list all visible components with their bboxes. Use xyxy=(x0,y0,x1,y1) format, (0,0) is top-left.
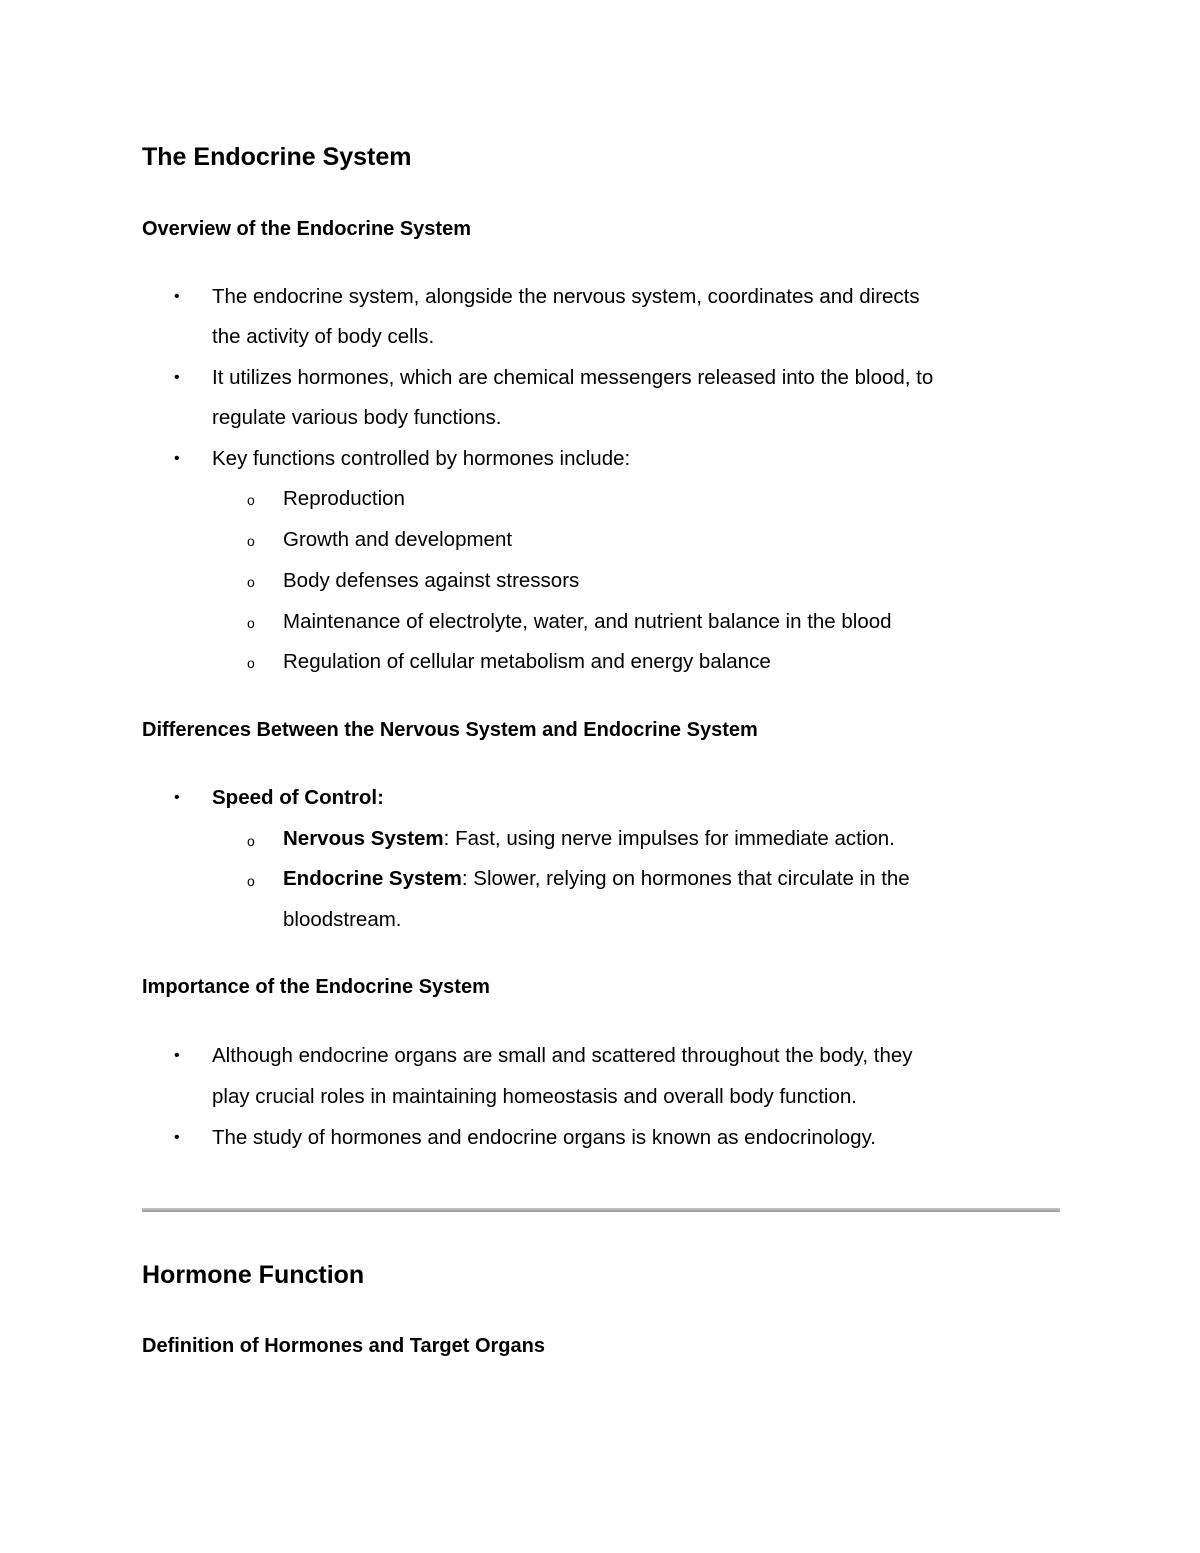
sub-list-item: Regulation of cellular metabolism and energy balance xyxy=(283,650,771,673)
heading-differences: Differences Between the Nervous System and Endocrine System xyxy=(142,719,758,741)
list-item-continuation: play crucial roles in maintaining homeostasis and overall body function. xyxy=(212,1085,857,1108)
sub-bullet-icon: o xyxy=(247,655,255,671)
list-item: The endocrine system, alongside the nervous system, coordinates and directs xyxy=(212,285,920,308)
bullet-icon: • xyxy=(174,1129,180,1146)
list-item: The study of hormones and endocrine organs is known as endocrinology. xyxy=(212,1126,876,1149)
sub-list-item-endocrine-system xyxy=(283,859,910,900)
sub-list-item: Reproduction xyxy=(283,487,405,510)
list-item-continuation: the activity of body cells. xyxy=(212,325,435,348)
heading-importance: Importance of the Endocrine System xyxy=(142,976,490,998)
term-endocrine-system: Endocrine System xyxy=(283,867,462,890)
sub-list-item-nervous-system xyxy=(283,819,895,860)
horizontal-divider xyxy=(142,1208,1060,1212)
list-item: Although endocrine organs are small and scattered throughout the body, they xyxy=(212,1044,913,1067)
list-item-continuation: regulate various body functions. xyxy=(212,406,502,429)
definition-nervous-system: : Fast, using nerve impulses for immediate action. xyxy=(443,827,895,850)
sub-bullet-icon: o xyxy=(247,833,255,849)
sub-list-item: Maintenance of electrolyte, water, and nutrient balance in the blood xyxy=(283,610,892,633)
definition-endocrine-system: : Slower, relying on hormones that circulate in the xyxy=(461,867,910,890)
sub-bullet-icon: o xyxy=(247,533,255,549)
bullet-icon: • xyxy=(174,288,180,305)
sub-bullet-icon: o xyxy=(247,615,255,631)
sub-list-item: Body defenses against stressors xyxy=(283,569,580,592)
sub-list-item-continuation: bloodstream. xyxy=(283,908,402,931)
heading-definition-hormones: Definition of Hormones and Target Organs xyxy=(142,1335,545,1357)
list-item: Key functions controlled by hormones include: xyxy=(212,447,631,470)
bullet-icon: • xyxy=(174,369,180,386)
bullet-icon: • xyxy=(174,789,180,806)
list-item: It utilizes hormones, which are chemical messengers released into the blood, to xyxy=(212,366,934,389)
sub-bullet-icon: o xyxy=(247,492,255,508)
sub-bullet-icon: o xyxy=(247,873,255,889)
bullet-icon: • xyxy=(174,1047,180,1064)
term-nervous-system: Nervous System xyxy=(283,827,444,850)
section-title-hormone-function: Hormone Function xyxy=(142,1261,365,1289)
section-title-endocrine-system: The Endocrine System xyxy=(142,143,412,171)
bullet-icon: • xyxy=(174,450,180,467)
list-item-speed-of-control: Speed of Control: xyxy=(212,786,384,809)
sub-bullet-icon: o xyxy=(247,574,255,590)
heading-overview: Overview of the Endocrine System xyxy=(142,218,471,240)
sub-list-item: Growth and development xyxy=(283,528,513,551)
